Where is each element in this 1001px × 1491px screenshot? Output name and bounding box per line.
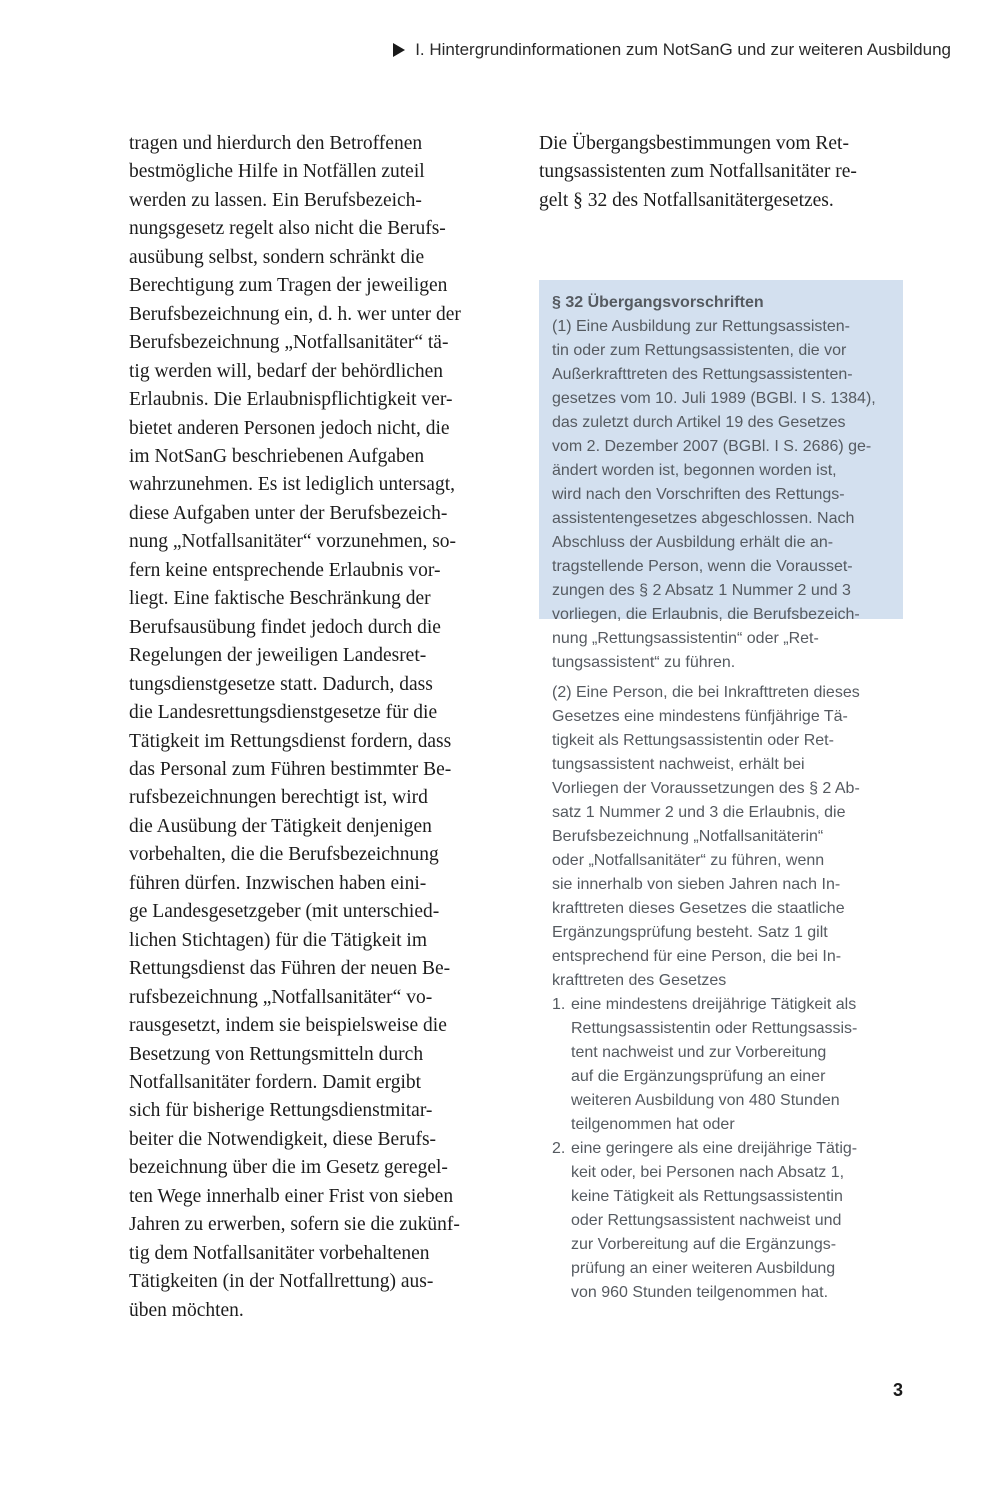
law-text-line: (1) Eine Ausbildung zur Rettungsassisten- — [552, 318, 850, 335]
body-text-line: tungsdienstgesetze statt. Dadurch, dass — [129, 673, 433, 695]
body-text-line: rausgesetzt, indem sie beispielsweise die — [129, 1015, 447, 1037]
list-item-number: 1. — [552, 996, 566, 1013]
body-text-line: liegt. Eine faktische Beschränkung der — [129, 588, 431, 610]
body-text-line: Berufsbezeichnung ein, d. h. wer unter der — [129, 303, 461, 325]
body-text-line: Berechtigung zum Tragen der jeweiligen — [129, 275, 448, 297]
body-text-line: ausübung selbst, sondern schränkt die — [129, 246, 425, 268]
body-text-line: wahrzunehmen. Es ist lediglich untersagt, — [129, 474, 455, 496]
body-text-line: die Landesrettungsdienstgesetze für die — [129, 702, 438, 724]
law-text-line: vom 2. Dezember 2007 (BGBl. I S. 2686) ge- — [552, 438, 872, 455]
law-paragraph-1 — [552, 315, 893, 675]
body-text-line: Rettungsdienst das Führen der neuen Be- — [129, 958, 451, 980]
body-text-line: ge Landesgesetzgeber (mit unterschied- — [129, 901, 440, 923]
body-text-line: diese Aufgaben unter der Berufsbezeich- — [129, 502, 448, 524]
law-text-line: tigkeit als Rettungsassistentin oder Ret- — [552, 732, 834, 749]
body-text-line: tig dem Notfallsanitäter vorbehaltenen — [129, 1242, 430, 1264]
law-text-line: tent nachweist und zur Vorbereitung — [571, 1044, 827, 1061]
law-excerpt-box — [539, 280, 903, 1301]
law-text-line: Berufsbezeichnung „Notfallsanitäterin“ — [552, 828, 824, 845]
body-text-line: fern keine entsprechende Erlaubnis vor- — [129, 559, 441, 581]
intro-text-line: gelt § 32 des Notfallsanitätergesetzes. — [539, 189, 834, 211]
law-text-line: auf die Ergänzungsprüfung an einer — [571, 1068, 826, 1085]
law-text-line: (2) Eine Person, die bei Inkrafttreten dieses — [552, 684, 860, 701]
law-list-item — [552, 993, 893, 1137]
body-text-line: vorbehalten, die die Berufsbezeichnung — [129, 844, 439, 866]
law-list — [552, 993, 893, 1305]
law-text-line: vorliegen, die Erlaubnis, die Berufsbezeich- — [552, 606, 860, 623]
law-text-line: eine mindestens dreijährige Tätigkeit als — [571, 996, 857, 1013]
body-text-line: üben möchten. — [129, 1299, 244, 1321]
law-text-line: von 960 Stunden teilgenommen hat. — [571, 1284, 829, 1301]
page-number: 3 — [892, 1380, 903, 1400]
body-text-line: führen dürfen. Inzwischen haben eini- — [129, 872, 427, 894]
body-text-line: Tätigkeit im Rettungsdienst fordern, dass — [129, 730, 452, 752]
law-text-line: tungsassistent nachweist, erhält bei — [552, 756, 805, 773]
law-text-line: tragstellende Person, wenn die Vorausset- — [552, 558, 853, 575]
law-text-line: zungen des § 2 Absatz 1 Nummer 2 und 3 — [552, 582, 851, 599]
running-head — [300, 38, 951, 62]
law-box-title: § 32 Übergangsvorschriften — [552, 294, 764, 311]
body-text-line: nung „Notfallsanitäter“ vorzunehmen, so- — [129, 531, 457, 553]
list-item-number: 2. — [552, 1140, 566, 1157]
law-text-line: Vorliegen der Voraussetzungen des § 2 Ab- — [552, 780, 860, 797]
body-text-line: rufsbezeichnung „Notfallsanitäter“ vo- — [129, 986, 433, 1008]
intro-text-line: tungsassistenten zum Notfallsanitäter re- — [539, 161, 857, 183]
law-text-line: prüfung an einer weiteren Ausbildung — [571, 1260, 836, 1277]
law-text-line: nung „Rettungsassistentin“ oder „Ret- — [552, 630, 819, 647]
law-text-line: tin oder zum Rettungsassistenten, die vor — [552, 342, 847, 359]
law-text-line: keine Tätigkeit als Rettungsassistentin — [571, 1188, 843, 1205]
law-text-line: oder Rettungsassistent nachweist und — [571, 1212, 842, 1229]
law-text-line: satz 1 Nummer 2 und 3 die Erlaubnis, die — [552, 804, 846, 821]
law-text-line: Gesetzes eine mindestens fünfjährige Tä- — [552, 708, 848, 725]
body-text-line: tig werden will, bedarf der behördlichen — [129, 360, 444, 382]
law-text-line: keit oder, bei Personen nach Absatz 1, — [571, 1164, 845, 1181]
law-text-line: zur Vorbereitung auf die Ergänzungs- — [571, 1236, 837, 1253]
law-text-line: wird nach den Vorschriften des Rettungs- — [552, 486, 845, 503]
body-text-line: bietet anderen Personen jedoch nicht, die — [129, 417, 450, 439]
body-text-line: rufsbezeichnungen berechtigt ist, wird — [129, 787, 428, 809]
law-text-line: Rettungsassistentin oder Rettungsassis- — [571, 1020, 858, 1037]
law-text-line: assistentengesetzes abgeschlossen. Nach — [552, 510, 855, 527]
body-text-line: Berufsausübung findet jedoch durch die — [129, 616, 441, 638]
body-text-line: Berufsbezeichnung „Notfallsanitäter“ tä- — [129, 332, 449, 354]
law-text-line: oder „Notfallsanitäter“ zu führen, wenn — [552, 852, 825, 869]
left-column-text — [129, 130, 499, 1325]
body-text-line: tragen und hierdurch den Betroffenen — [129, 133, 423, 154]
law-text-line: gesetzes vom 10. Juli 1989 (BGBl. I S. 1384), — [552, 390, 876, 407]
body-text-line: lichen Stichtagen) für die Tätigkeit im — [129, 929, 428, 951]
triangle-right-icon — [393, 43, 405, 57]
body-text-line: werden zu lassen. Ein Berufsbezeich- — [129, 189, 422, 211]
body-text-line: im NotSanG beschriebenen Aufgaben — [129, 445, 425, 467]
intro-text-line: Die Übergangsbestimmungen vom Ret- — [539, 133, 849, 154]
law-text-line: sie innerhalb von sieben Jahren nach In- — [552, 876, 841, 893]
body-text-line: bestmögliche Hilfe in Notfällen zuteil — [129, 161, 425, 183]
body-text-line: Regelungen der jeweiligen Landesret- — [129, 645, 427, 667]
body-text-line: Tätigkeiten (in der Notfallrettung) aus- — [129, 1271, 434, 1293]
law-text-line: eine geringere als eine dreijährige Tätig- — [571, 1140, 858, 1157]
body-text-line: sich für bisherige Rettungsdienstmitar- — [129, 1100, 433, 1122]
body-text-line: beiter die Notwendigkeit, diese Berufs- — [129, 1128, 437, 1150]
law-text-line: das zuletzt durch Artikel 19 des Gesetzes — [552, 414, 846, 431]
law-text-line: ändert worden ist, begonnen worden ist, — [552, 462, 837, 479]
body-text-line: Erlaubnis. Die Erlaubnispflichtigkeit ver- — [129, 389, 453, 411]
law-text-line: krafttreten dieses Gesetzes die staatliche — [552, 900, 845, 917]
body-text-line: Notfallsanitäter fordern. Damit ergibt — [129, 1071, 422, 1093]
law-text-line: Ergänzungsprüfung besteht. Satz 1 gilt — [552, 924, 828, 941]
body-text-line: ten Wege innerhalb einer Frist von sieben — [129, 1185, 454, 1207]
running-head-text: I. Hintergrundinformationen zum NotSanG und zur weiteren Ausbildung — [415, 40, 951, 59]
law-text-line: entsprechend für eine Person, die bei In- — [552, 948, 842, 965]
law-text-line: tungsassistent“ zu führen. — [552, 654, 736, 671]
body-text-line: Jahren zu erwerben, sofern sie die zukünf- — [129, 1214, 460, 1236]
right-column-intro — [539, 130, 909, 215]
body-text-line: das Personal zum Führen bestimmter Be- — [129, 758, 452, 780]
law-list-item — [552, 1137, 893, 1305]
law-text-line: krafttreten des Gesetzes — [552, 972, 727, 989]
body-text-line: Besetzung von Rettungsmitteln durch — [129, 1043, 424, 1065]
law-paragraph-2 — [552, 681, 893, 993]
body-text-line: nungsgesetz regelt also nicht die Berufs- — [129, 218, 446, 240]
body-text-line: bezeichnung über die im Gesetz geregel- — [129, 1157, 448, 1179]
law-text-line: weiteren Ausbildung von 480 Stunden — [571, 1092, 840, 1109]
law-text-line: Außerkrafttreten des Rettungsassistenten- — [552, 366, 853, 383]
body-text-line: die Ausübung der Tätigkeit denjenigen — [129, 815, 432, 837]
law-text-line: Abschluss der Ausbildung erhält die an- — [552, 534, 834, 551]
law-text-line: teilgenommen hat oder — [571, 1116, 735, 1133]
